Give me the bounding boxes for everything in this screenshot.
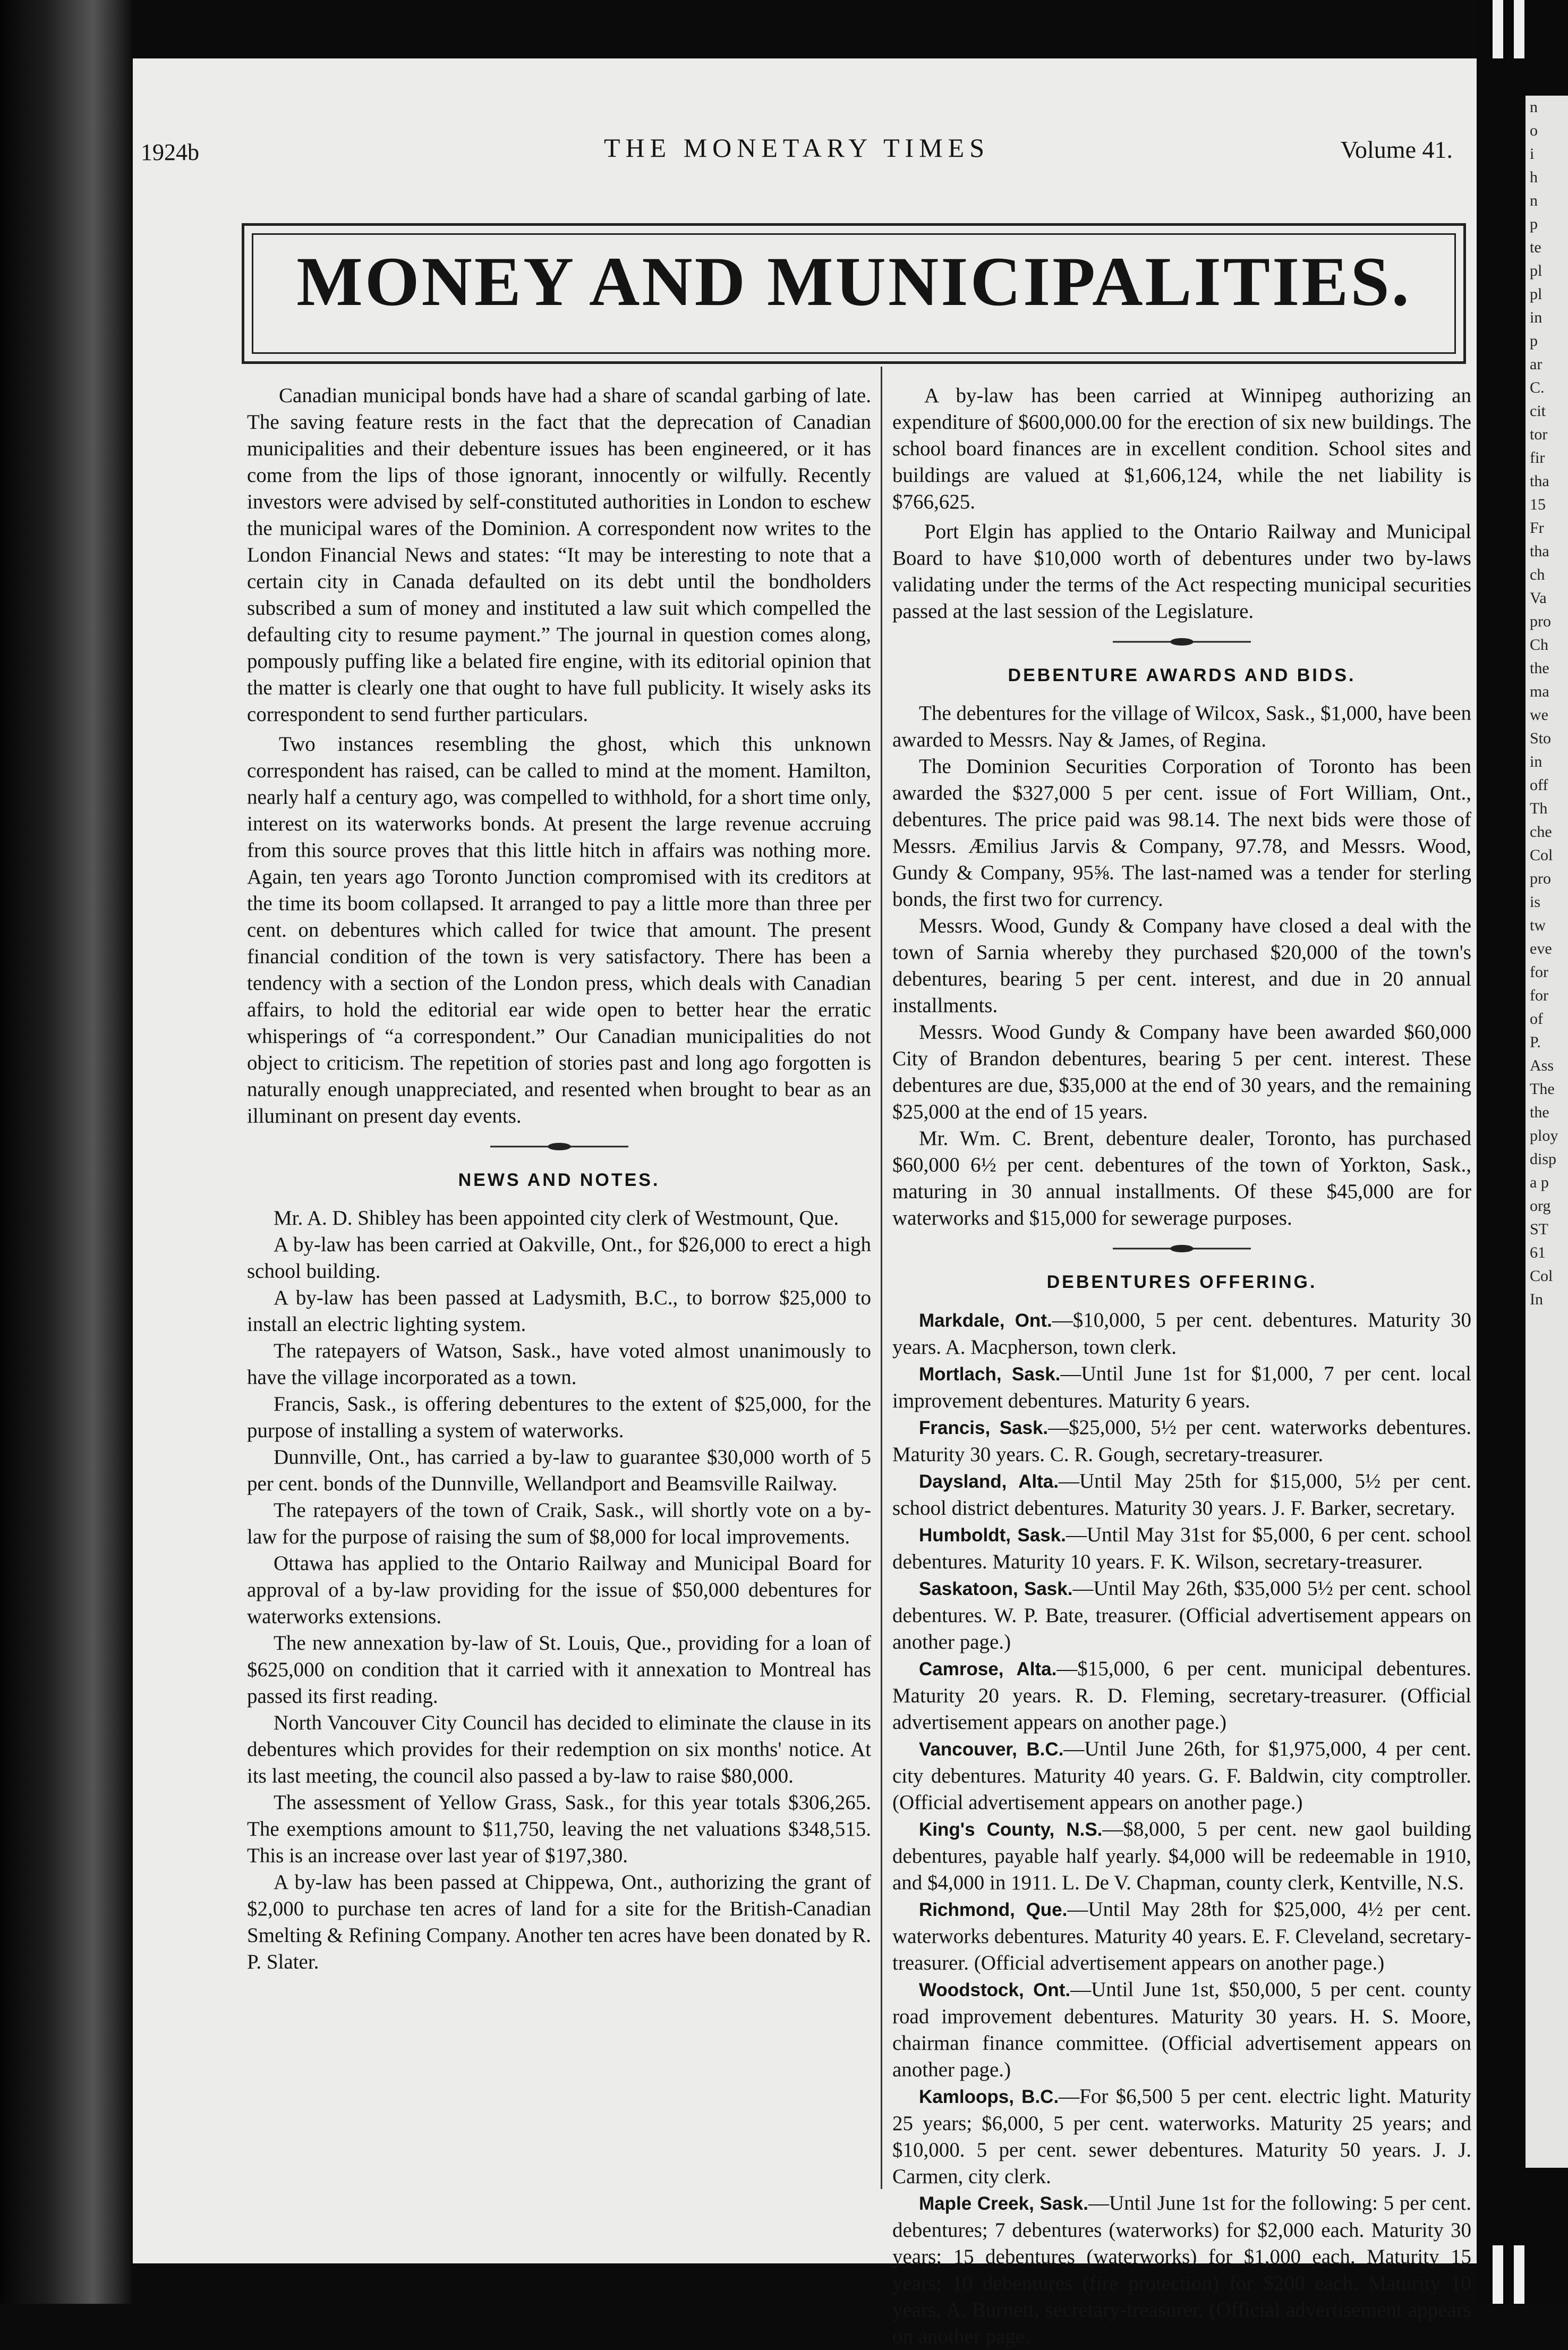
- page-number: 1924b: [141, 139, 199, 165]
- margin-fragment: off: [1530, 776, 1548, 794]
- offering-text: —Until June 1st, $50,000, 5 per cent. county road improvement debentures. Maturity 30 years. H. S. Moore, chairman finance committee. (Official advertisement appears on another page.): [892, 1978, 1471, 2081]
- offering-text: —$25,000, 5½ per cent. waterworks debentures. Maturity 30 years. C. R. Gough, secretary-treasurer.: [892, 1416, 1471, 1466]
- offerings-list: [892, 1307, 1471, 2350]
- margin-fragment: Col: [1530, 846, 1553, 864]
- margin-fragment: n: [1530, 98, 1538, 116]
- offering-item: [892, 1575, 1471, 1656]
- margin-fragment: ar: [1530, 355, 1543, 373]
- margin-fragment: eve: [1530, 940, 1552, 957]
- margin-fragment: tha: [1530, 472, 1549, 490]
- award-item: Mr. Wm. C. Brent, debenture dealer, Toronto, has purchased $60,000 6½ per cent. debentures of the town of Yorkton, Sask., maturing in 30 annual installments. Of these $45,000 are for waterworks and $15,000 for sewerage purposes.: [892, 1127, 1471, 1229]
- page-header: [141, 130, 1453, 173]
- offering-text: —Until June 26th, for $1,975,000, 4 per cent. city debentures. Maturity 40 years. G. F. Baldwin, city comptroller. (Official advertisement appears on another page.): [892, 1737, 1471, 1814]
- offering-place: Daysland, Alta.: [919, 1471, 1059, 1492]
- margin-fragment: fir: [1530, 449, 1545, 466]
- margin-fragment: h: [1530, 168, 1538, 186]
- margin-fragment: n: [1530, 192, 1538, 209]
- offering-text: —$10,000, 5 per cent. debentures. Maturity 30 years. A. Macpherson, town clerk.: [892, 1309, 1472, 1359]
- offering-item: [892, 2190, 1471, 2350]
- film-mark: [1493, 2245, 1503, 2304]
- intro-paragraph: A by-law has been carried at Winnipeg authorizing an expenditure of $600,000.00 for the erection of six new buildings. The school board finances are in excellent condition. School sites and buildings are valued at $1,606,124, while the net liability is $766,625.: [892, 384, 1471, 513]
- offering-item: [892, 1414, 1471, 1468]
- right-column: [892, 383, 1471, 2350]
- margin-fragment: we: [1530, 706, 1548, 724]
- news-item: Ottawa has applied to the Ontario Railway and Municipal Board for approval of a by-law providing for the issue of $50,000 debentures for waterworks extensions.: [247, 1552, 871, 1628]
- margin-fragment: Ass: [1530, 1057, 1554, 1074]
- margin-fragment: Fr: [1530, 519, 1544, 537]
- margin-fragment: The: [1530, 1080, 1555, 1098]
- page-title: MONEY AND MUNICIPALITIES.: [296, 242, 1411, 320]
- offering-place: Kamloops, B.C.: [919, 2086, 1059, 2107]
- margin-fragment: pro: [1530, 613, 1551, 630]
- offering-text: —Until June 1st for the following: 5 per cent. debentures; 7 debentures (waterworks) for $2,000 each. Maturity 30 years; 15 debentures (waterworks) for $1,000 each. Maturity 15 years; 10 debentures (fire protection) for $200 each. Maturity 10 years. A. Burnett, secretary-treasurer. (Official advertisement appears on another page.: [892, 2192, 1471, 2348]
- margin-fragment: pro: [1530, 870, 1551, 887]
- margin-fragment: in: [1530, 309, 1543, 326]
- margin-fragment: te: [1530, 239, 1541, 256]
- margin-fragment: cit: [1530, 402, 1546, 420]
- news-item: A by-law has been carried at Oakville, Ont., for $26,000 to erect a high school building.: [247, 1233, 871, 1283]
- intro-paragraph: Canadian municipal bonds have had a share of scandal garbing of late. The saving feature rests in the fact that the deprecation of Canadian municipalities and their debenture issues has been engineered, or it has come from the lips of those ignorant, innocently or wilfully. Recently investors were advised by self-constituted authorities in London to eschew the municipal wares of the Dominion. A correspondent now writes to the London Financial News and states: “It may be interesting to note that a certain city in Canada defaulted on its debt until the bondholders subscribed a sum of money and instituted a law suit which compelled the defaulting city to resume payment.” The journal in question comes along, pompously puffing like a belated fire engine, with its editorial opinion that the matter is clearly one that ought to have full publicity. It wisely asks its correspondent to send further particulars.: [247, 384, 871, 726]
- margin-fragment: disp: [1530, 1150, 1557, 1168]
- margin-fragment: ST: [1530, 1220, 1549, 1238]
- offering-place: Woodstock, Ont.: [919, 1980, 1071, 2000]
- margin-fragment: tw: [1530, 917, 1546, 934]
- offering-item: [892, 1307, 1471, 1361]
- offering-place: Vancouver, B.C.: [919, 1739, 1064, 1760]
- offering-item: [892, 1468, 1471, 1522]
- award-item: Messrs. Wood Gundy & Company have been awarded $60,000 City of Brandon debentures, bearing 5 per cent. interest. These debentures are due, $35,000 at the end of 30 years, and the remaining $25,000 at the end of 15 years.: [892, 1021, 1471, 1123]
- margin-fragment: Col: [1530, 1267, 1553, 1285]
- intro-paragraph: Port Elgin has applied to the Ontario Railway and Municipal Board to have $10,000 worth of debentures under two by-laws validating under the terms of the Act respecting municipal securities passed at the last session of the Legislature.: [892, 520, 1471, 623]
- margin-fragment: Sto: [1530, 729, 1552, 747]
- news-item: The ratepayers of the town of Craik, Sask., will shortly vote on a by-law for the purpose of raising the sum of $8,000 for local improvements.: [247, 1499, 871, 1548]
- offering-item: [892, 1976, 1471, 2083]
- film-mark: [1514, 0, 1524, 58]
- award-item: The Dominion Securities Corporation of Toronto has been awarded the $327,000 5 per cent. issue of Fort William, Ont., debentures. The price paid was 98.14. The next bids were those of Messrs. Æmilius Jarvis & Company, 97.78, and Messrs. Wood, Gundy & Company, 95⅝. The last-named was a tender for sterling bonds, the first two for currency.: [892, 755, 1471, 911]
- news-item: The assessment of Yellow Grass, Sask., for this year totals $306,265. The exemptions amount to $11,750, leaving the net valuations $348,515. This is an increase over last year of $197,380.: [247, 1791, 871, 1867]
- film-mark: [1514, 2245, 1524, 2304]
- column-rule: [881, 367, 882, 2189]
- news-heading: NEWS AND NOTES.: [458, 1170, 660, 1190]
- offering-text: —Until May 31st for $5,000, 6 per cent. school debentures. Maturity 10 years. F. K. Wilson, secretary-treasurer.: [892, 1523, 1471, 1573]
- offering-item: [892, 1656, 1471, 1736]
- offering-place: Mortlach, Sask.: [919, 1364, 1061, 1385]
- margin-fragment: i: [1530, 145, 1535, 163]
- awards-heading: DEBENTURE AWARDS AND BIDS.: [1008, 665, 1356, 685]
- margin-fragment: pl: [1530, 262, 1543, 279]
- margin-fragment: Th: [1530, 800, 1548, 817]
- offering-text: —For $6,500 5 per cent. electric light. Maturity 25 years; $6,000, 5 per cent. waterworks. Maturity 25 years; and $10,000. 5 per cent. sewer debentures. Maturity 50 years. J. J. Carmen, city clerk.: [892, 2085, 1472, 2188]
- margin-fragment: p: [1530, 332, 1538, 350]
- offering-place: Humboldt, Sask.: [919, 1525, 1066, 1546]
- margin-fragment: ma: [1530, 683, 1549, 700]
- publication-name: THE MONETARY TIMES: [604, 133, 990, 163]
- news-item: Dunnville, Ont., has carried a by-law to guarantee $30,000 worth of 5 per cent. bonds of the Dunnville, Wellandport and Beamsville Railway.: [247, 1446, 871, 1495]
- margin-fragment: che: [1530, 823, 1552, 841]
- title-box: [242, 223, 1466, 364]
- offering-text: —Until May 25th for $15,000, 5½ per cent. school district debentures. Maturity 30 years. J. F. Barker, secretary.: [892, 1470, 1471, 1520]
- offering-item: [892, 1896, 1471, 1976]
- offering-place: Saskatoon, Sask.: [919, 1579, 1073, 1599]
- margin-fragment: for: [1530, 963, 1548, 981]
- offering-place: Francis, Sask.: [919, 1418, 1049, 1438]
- margin-fragment: in: [1530, 753, 1543, 770]
- ornament-divider-icon: [1113, 637, 1251, 647]
- margin-fragment: p: [1530, 215, 1538, 233]
- news-item: The new annexation by-law of St. Louis, Que., providing for a loan of $625,000 on condition that it carried with it annexation to Montreal has passed its first reading.: [247, 1632, 871, 1708]
- intro-paragraph: Two instances resembling the ghost, which this unknown correspondent has raised, can be called to mind at the moment. Hamilton, nearly half a century ago, was compelled to withhold, for a short time only, interest on its waterworks bonds. At present the large revenue accruing from this source proves that this little hitch in affairs was nothing more. Again, ten years ago Toronto Junction compromised with its creditors at the time its boom collapsed. It arranged to pay a little more than three per cent. on debentures which called for twice that amount. The present financial condition of the town is very satisfactory. There has been a tendency with a section of the London press, which deals with Canadian affairs, to hold the editorial ear wide open to better hear the erratic whisperings of “a correspondent.” Our Canadian municipalities do not object to criticism. The repetition of stories past and long ago forgotten is naturally enough unappreciated, and resented when brought to bear as an illuminant on present day events.: [247, 733, 871, 1127]
- news-item: A by-law has been passed at Chippewa, Ont., authorizing the grant of $2,000 to purchase ten acres of land for a site for the British-Canadian Smelting & Refining Company. Another ten acres have been donated by R. P. Slater.: [247, 1871, 871, 1973]
- news-item: North Vancouver City Council has decided to eliminate the clause in its debentures which provides for their redemption on six months' notice. At its last meeting, the council also passed a by-law to raise $80,000.: [247, 1711, 871, 1787]
- margin-fragment: the: [1530, 1104, 1549, 1121]
- news-item: The ratepayers of Watson, Sask., have voted almost unanimously to have the village incorporated as a town.: [247, 1339, 871, 1389]
- news-item: A by-law has been passed at Ladysmith, B.C., to borrow $25,000 to install an electric lighting system.: [247, 1286, 871, 1336]
- offering-place: Markdale, Ont.: [919, 1310, 1052, 1331]
- offering-text: —$8,000, 5 per cent. new gaol building debentures, payable half yearly. $4,000 will be redeemable in 1910, and $4,000 in 1911. L. De V. Chapman, county clerk, Kentville, N.S.: [892, 1818, 1471, 1894]
- offering-item: [892, 1736, 1471, 1816]
- offering-item: [892, 2083, 1471, 2190]
- ornament-divider-icon: [1113, 1243, 1251, 1254]
- margin-fragment: C.: [1530, 379, 1545, 396]
- offering-heading: DEBENTURES OFFERING.: [1046, 1272, 1317, 1292]
- book-binding: [0, 0, 133, 2304]
- film-mark: [1493, 0, 1503, 58]
- margin-fragment: o: [1530, 122, 1538, 139]
- margin-fragment: org: [1530, 1197, 1551, 1215]
- left-column: [247, 383, 871, 1975]
- offering-item: [892, 1522, 1471, 1575]
- margin-fragment: a p: [1530, 1174, 1549, 1191]
- offering-text: —Until May 28th for $25,000, 4½ per cent. waterworks debentures. Maturity 40 years. E. F. Cleveland, secretary-treasurer. (Official advertisement appears on another page.): [892, 1898, 1471, 1974]
- margin-fragment: pl: [1530, 285, 1543, 303]
- award-item: Messrs. Wood, Gundy & Company have closed a deal with the town of Sarnia whereby they purchased $20,000 of the town's debentures, bearing 5 per cent. interest, and due in 20 annual installments.: [892, 914, 1471, 1017]
- volume-label: Volume 41.: [1340, 136, 1453, 163]
- margin-fragment: for: [1530, 987, 1548, 1004]
- margin-fragment: P.: [1530, 1033, 1541, 1051]
- margin-fragment: 15: [1530, 496, 1546, 513]
- offering-item: [892, 1816, 1471, 1896]
- margin-fragment: of: [1530, 1010, 1543, 1028]
- margin-fragment: In: [1530, 1291, 1543, 1308]
- offering-place: Maple Creek, Sask.: [919, 2193, 1088, 2214]
- offering-text: —$15,000, 6 per cent. municipal debentures. Maturity 20 years. R. D. Fleming, secretary-treasurer. (Official advertisement appears on another page.): [892, 1657, 1471, 1734]
- offering-item: [892, 1361, 1471, 1414]
- offering-place: King's County, N.S.: [919, 1819, 1103, 1840]
- offering-text: —Until June 1st for $1,000, 7 per cent. local improvement debentures. Maturity 6 years.: [892, 1362, 1471, 1412]
- ornament-divider-icon: [490, 1141, 628, 1152]
- margin-fragment: is: [1530, 893, 1541, 911]
- margin-fragment: tor: [1530, 426, 1548, 443]
- margin-fragment: ch: [1530, 566, 1545, 583]
- news-item: Francis, Sask., is offering debentures to the extent of $25,000, for the purpose of installing a system of waterworks.: [247, 1393, 871, 1442]
- margin-fragment: ploy: [1530, 1127, 1558, 1144]
- margin-fragment: Va: [1530, 589, 1547, 607]
- adjacent-page-text: [1526, 96, 1568, 2168]
- margin-fragment: 61: [1530, 1244, 1546, 1261]
- award-item: The debentures for the village of Wilcox, Sask., $1,000, have been awarded to Messrs. Nay & James, of Regina.: [892, 702, 1471, 751]
- news-item: Mr. A. D. Shibley has been appointed city clerk of Westmount, Que.: [274, 1207, 839, 1229]
- offering-place: Camrose, Alta.: [919, 1659, 1057, 1679]
- margin-fragment: tha: [1530, 542, 1549, 560]
- margin-fragment: Ch: [1530, 636, 1549, 654]
- margin-fragment: the: [1530, 659, 1549, 677]
- offering-text: —Until May 26th, $35,000 5½ per cent. school debentures. W. P. Bate, treasurer. (Official advertisement appears on another page.): [892, 1577, 1471, 1653]
- offering-place: Richmond, Que.: [919, 1899, 1068, 1920]
